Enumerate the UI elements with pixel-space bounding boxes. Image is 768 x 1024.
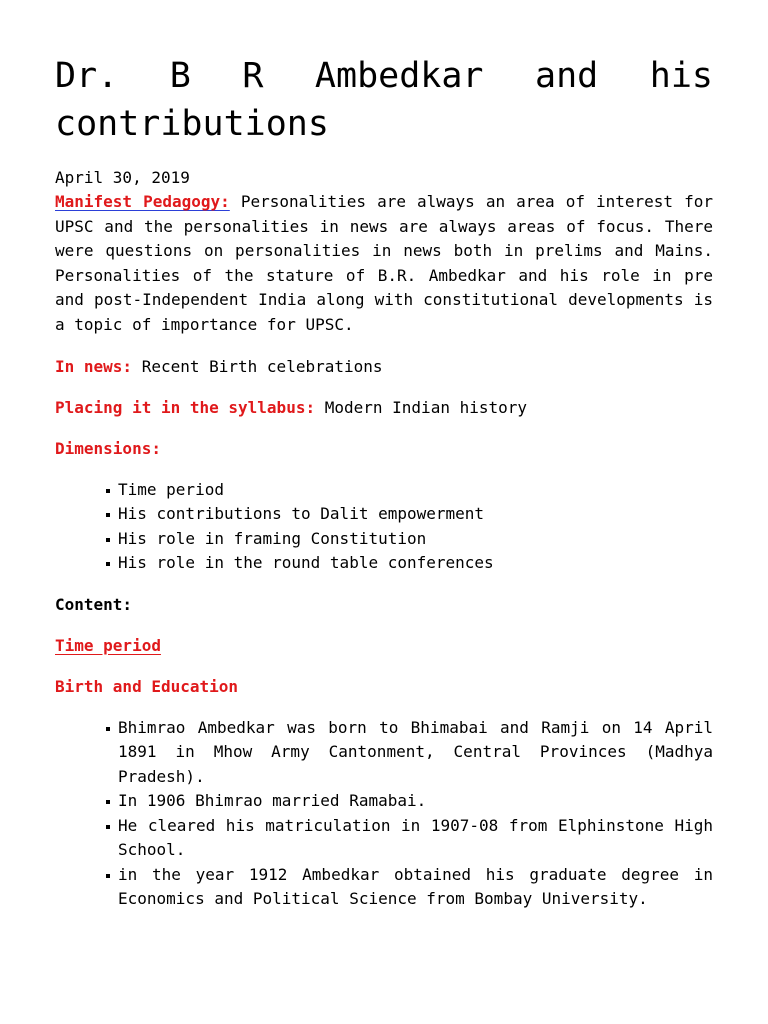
pedagogy-paragraph [55, 190, 713, 338]
pedagogy-link[interactable]: Manifest Pedagogy: [55, 192, 230, 211]
syllabus-text: Modern Indian history [315, 397, 528, 417]
content-heading: Content: [55, 594, 133, 614]
birth-list [55, 716, 713, 912]
pedagogy-text: Personalities are always an area of interest for UPSC and the personalities in news are always areas of focus. There were questions on personalities in news both in prelims and Mains. Personalities of the stature of B.R. Ambedkar and his role in pre and post-Independent India along with constitutional developments is a topic of importance for UPSC. [55, 192, 713, 334]
list-item: Bhimrao Ambedkar was born to Bhimabai and Ramji on 14 April 1891 in Mhow Army Cantonment, Central Provinces (Madhya Pradesh). [118, 716, 713, 790]
syllabus-row [55, 396, 713, 420]
in-news-row [55, 355, 713, 379]
list-item: His contributions to Dalit empowerment [118, 502, 713, 527]
time-period-row [55, 634, 713, 658]
in-news-text: Recent Birth celebrations [132, 356, 383, 376]
list-item: His role in framing Constitution [118, 527, 713, 552]
time-period-link[interactable]: Time period [55, 635, 161, 655]
dimensions-heading [55, 437, 713, 461]
list-item: Time period [118, 478, 713, 503]
list-item: in the year 1912 Ambedkar obtained his graduate degree in Economics and Political Science from Bombay University. [118, 863, 713, 912]
dimensions-list [55, 478, 713, 576]
list-item: He cleared his matriculation in 1907-08 from Elphinstone High School. [118, 814, 713, 863]
publish-date: April 30, 2019 [55, 168, 190, 187]
syllabus-label: Placing it in the syllabus: [55, 397, 316, 417]
birth-heading-row [55, 675, 713, 699]
list-item: In 1906 Bhimrao married Ramabai. [118, 789, 713, 814]
page-title: Dr. B R Ambedkar and his contributions [55, 56, 713, 144]
dimensions-label: Dimensions: [55, 438, 161, 458]
in-news-label: In news: [55, 356, 133, 376]
birth-heading: Birth and Education [55, 676, 239, 696]
document-page [55, 52, 713, 912]
list-item: His role in the round table conferences [118, 551, 713, 576]
